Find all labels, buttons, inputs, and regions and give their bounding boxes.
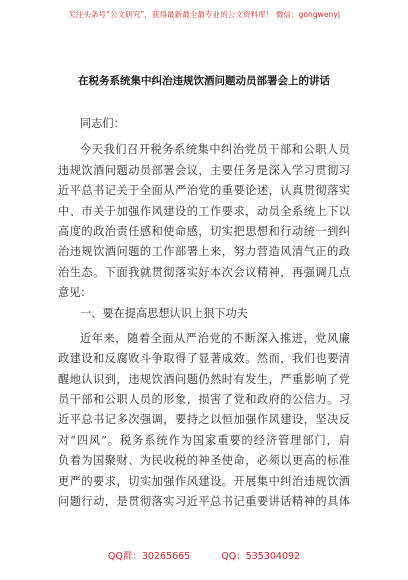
paragraph-1-line: 治违规饮酒问题的工作部署上来，努力营造风清气正的政	[58, 245, 350, 259]
paragraph-2-line: 更严的要求，切实加强作风建设。开展集中纠治违规饮酒	[58, 474, 350, 488]
section-1-heading: 一、要在提高思想认识上狠下功夫	[80, 306, 248, 320]
paragraph-2-line: 对“四风”。税务系统作为国家重要的经济管理部门，肩	[58, 433, 350, 447]
document-title: 在税务系统集中纠治违规饮酒问题动员部署会上的讲话	[78, 75, 330, 87]
footer-qq-group: QQ群：30265665	[107, 551, 191, 562]
paragraph-1-line: 高度的政治责任感和使命感，切实把思想和行动统一到纠	[58, 224, 350, 238]
footer-contact	[0, 548, 408, 562]
paragraph-2-line: 问题行动，是贯彻落实习近平总书记重要讲话精神的具体	[58, 495, 350, 509]
paragraph-1-line: 中、市关于加强作风建设的工作要求，动员全系统上下以	[58, 204, 350, 218]
paragraph-1-line: 违规饮酒问题动员部署会议，主要任务是深入学习贯彻习	[58, 163, 350, 177]
paragraph-2-line: 员干部和公职人员的形象，损害了党和政府的公信力。习	[58, 393, 350, 407]
paragraph-2-line: 政建设和反腐败斗争取得了显著成效。然而，我们也要清	[58, 352, 350, 366]
paragraph-2-line: 醒地认识到，违规饮酒问题仍然时有发生，严重影响了党	[58, 372, 350, 386]
salutation: 同志们：	[80, 117, 125, 130]
paragraph-2-line: 近平总书记多次强调，要持之以恒加强作风建设，坚决反	[58, 413, 350, 427]
paragraph-2-line: 近年来，随着全面从严治党的不断深入推进，党风廉	[80, 331, 350, 345]
paragraph-1-line: 今天我们召开税务系统集中纠治党员干部和公职人员	[80, 143, 350, 157]
document-body	[58, 114, 350, 512]
paragraph-2-line: 负着为国聚财、为民收税的神圣使命，必须以更高的标准	[58, 454, 350, 468]
paragraph-1-line: 近平总书记关于全面从严治党的重要论述，认真贯彻落实	[58, 184, 350, 198]
paragraph-1-line: 意见：	[58, 286, 92, 300]
header-notice: 关注头条号“公文研究”，获得最新最全最专业的公文资料库！ 微信：gongwenyj	[68, 10, 340, 19]
paragraph-1-line: 治生态。下面我就贯彻落实好本次会议精神，再强调几点	[58, 265, 350, 279]
footer-qq-number: QQ：535304092	[221, 551, 301, 562]
